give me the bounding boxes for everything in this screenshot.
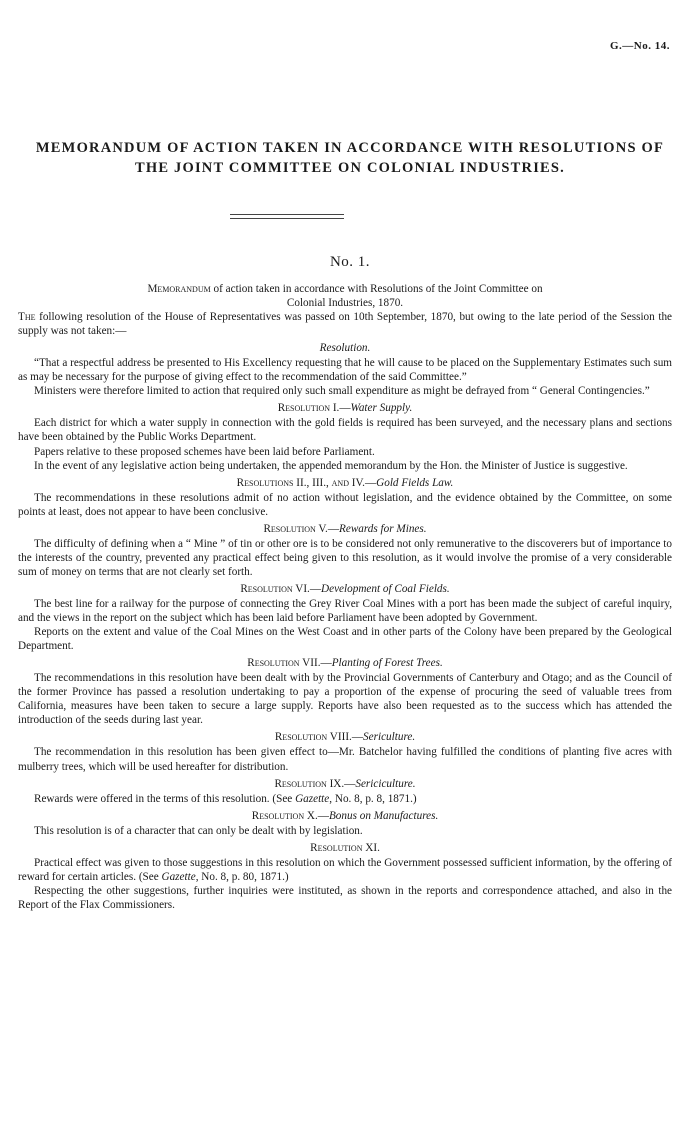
divider-rule xyxy=(230,218,344,219)
section-heading-label: Resolution VIII.— xyxy=(274,731,364,744)
divider-rule xyxy=(230,214,344,215)
section-heading xyxy=(18,522,672,536)
ministers-paragraph: Ministers were therefore limited to action that required only such small expenditure as might be defrayed from “ General Contingencies.” xyxy=(34,385,650,398)
section-paragraph: Each district for which a water supply in connection with the gold fields is required has been surveyed, and the necessary plans and sections have been obtained by the Public Works Department. xyxy=(18,417,672,444)
section-heading xyxy=(18,582,672,596)
intro-first-word: The xyxy=(18,311,36,324)
main-title-line-1: MEMORANDUM OF ACTION TAKEN IN ACCORDANCE WITH RESOLUTIONS OF xyxy=(35,140,665,156)
resolution-heading-text: Resolution. xyxy=(319,342,371,355)
section-heading-subject: Gold Fields Law. xyxy=(376,476,454,489)
section-heading-label: Resolutions II., III., and IV.— xyxy=(236,476,377,489)
gazette-reference: Gazette xyxy=(295,792,330,805)
section-heading xyxy=(18,777,672,791)
memo-intro-text: of action taken in accordance with Resolutions of the Joint Committee on xyxy=(210,283,543,295)
section-heading-subject: Water Supply. xyxy=(350,402,413,415)
section-heading-subject: Bonus on Manufactures. xyxy=(328,809,439,822)
gazette-reference: Gazette xyxy=(161,870,196,883)
main-title xyxy=(30,138,670,178)
section-paragraph: The best line for a railway for the purpose of connecting the Grey River Coal Mines with a port has been made the subject of careful inquiry, and the views in the report on the subject which has been laid before Parliament have been adopted by Government. xyxy=(18,597,672,625)
section-paragraph: The recommendations in this resolution have been dealt with by the Provincial Governments of Canterbury and Otago; and as the Council of the former Province has passed a resolution undertaking to pay a proportion of the expense of procuring the seed of valuable trees from California, measures have been taken to secure a large supply. Reports have also been requested as to the success which has attended the introduction of the seeds during last year. xyxy=(18,672,672,727)
memorandum-body xyxy=(18,282,672,912)
section-paragraph: Respecting the other suggestions, further inquiries were instituted, as shown in the reports and correspondence attached, and also in the Report of the Flax Commissioners. xyxy=(18,884,672,911)
section-heading xyxy=(18,809,672,823)
document-reference: G.—No. 14. xyxy=(610,40,670,52)
section-heading-label: Resolution VII.— xyxy=(247,657,332,670)
quoted-resolution: “That a respectful address be presented to His Excellency requesting that he will cause to be placed on the Supplementary Estimates such sum as may be necessary for the purpose of giving effect to the recommendation of the said Committee.” xyxy=(18,357,672,384)
section-heading-label: Resolution IX.— xyxy=(274,777,356,790)
section-paragraph: The recommendation in this resolution has been given effect to—Mr. Batchelor having fulfilled the conditions of planting five acres with mulberry trees, which will be used hereafter for distribution. xyxy=(18,746,672,773)
section-heading-label: Resolution VI.— xyxy=(240,582,322,595)
section-heading xyxy=(18,656,672,670)
section-number: No. 1. xyxy=(329,254,371,270)
section-text: , No. 8, p. 8, 1871.) xyxy=(329,792,417,805)
section-heading-label: Resolution V.— xyxy=(263,522,340,535)
section-heading xyxy=(18,730,672,744)
section-paragraph: The difficulty of defining when a “ Mine ” of tin or other ore is to be considered not only remunerative to the discoverers but of importance to the interests of the country, prevented any practical effect being given to this resolution, as it would involve the promise of a very considerable sum of money on terms that are not clearly set forth. xyxy=(18,537,672,578)
section-paragraph: This resolution is of a character that can only be dealt with by legislation. xyxy=(34,824,363,837)
section-paragraph: Reports on the extent and value of the Coal Mines on the West Coast and in other parts of the Colony have been prepared by the Geological Department. xyxy=(18,626,672,653)
section-text: , No. 8, p. 80, 1871.) xyxy=(195,870,289,883)
section-heading xyxy=(18,401,672,415)
section-paragraph xyxy=(18,792,672,806)
section-heading-label: Resolution X.— xyxy=(251,809,329,822)
intro-paragraph-text: following resolution of the House of Representatives was passed on 10th September, 1870, but owing to the late period of the Session the supply was not taken:— xyxy=(18,311,672,338)
section-text: Rewards were offered in the terms of this resolution. (See xyxy=(34,792,296,805)
section-text: Practical effect was given to those suggestions in this resolution on which the Government possessed sufficient information, by the offering of reward for certain articles. (See xyxy=(18,856,672,883)
resolution-heading xyxy=(18,341,672,355)
resolution-sections xyxy=(18,401,672,773)
section-heading-subject: Development of Coal Fields. xyxy=(321,582,450,595)
memo-intro-line xyxy=(18,282,672,296)
section-heading-subject: Sericiculture. xyxy=(355,777,416,790)
section-heading-subject: Planting of Forest Trees. xyxy=(331,657,443,670)
section-paragraph: In the event of any legislative action being undertaken, the appended memorandum by the Hon. the Minister of Justice is suggestive. xyxy=(34,459,628,472)
memo-intro-line-2: Colonial Industries, 1870. xyxy=(286,297,404,310)
section-heading-subject: Sericulture. xyxy=(363,731,416,744)
main-title-line-2: THE JOINT COMMITTEE ON COLONIAL INDUSTRIES. xyxy=(134,160,566,176)
section-heading-label: Resolution I.— xyxy=(277,402,351,415)
section-paragraph: Papers relative to these proposed schemes have been laid before Parliament. xyxy=(34,445,375,458)
intro-paragraph xyxy=(18,310,672,338)
section-heading-subject: Rewards for Mines. xyxy=(339,522,427,535)
section-paragraph: The recommendations in these resolutions admit of no action without legislation, and the evidence obtained by the Committee, on some points at least, does not appear to have been conclusive. xyxy=(18,491,672,518)
section-heading xyxy=(18,841,672,855)
section-heading xyxy=(18,476,672,490)
section-paragraph xyxy=(18,856,672,884)
memo-intro-keyword: Memorandum xyxy=(147,283,211,295)
section-heading-label: Resolution XI. xyxy=(310,841,380,854)
